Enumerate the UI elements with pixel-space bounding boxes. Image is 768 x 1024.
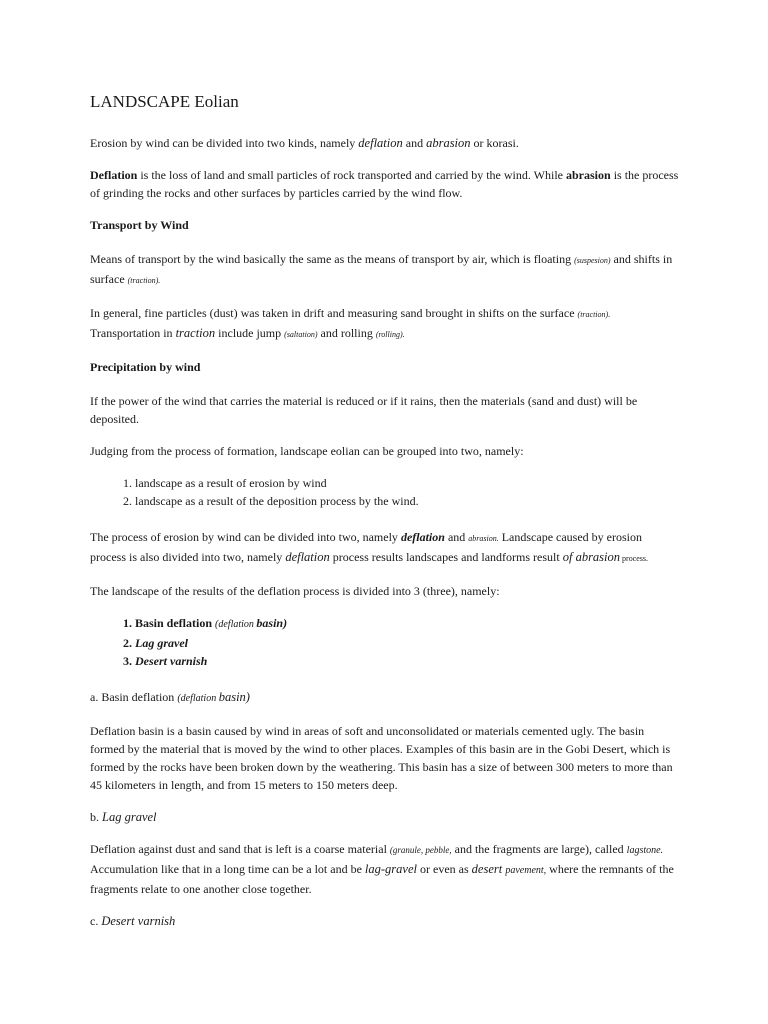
paragraph-transport-means: Means of transport by the wind basically the same as the means of transport by air, which is floating (suspesion) and shifts in surface (traction). (90, 252, 673, 286)
paragraph-deflation-results: The landscape of the results of the deflation process is divided into 3 (three), namely: (90, 584, 500, 598)
heading-transport-by-wind: Transport by Wind (90, 218, 189, 232)
list-deflation-landforms (90, 614, 680, 670)
paragraph-deflation-definition: Deflation is the loss of land and small particles of rock transported and carried by the wind. While abrasion is the process of grinding the rocks and other surfaces by particles carried by the wind flow. (90, 168, 679, 200)
list-item: 2. Lag gravel (135, 634, 680, 652)
paragraph-lag-gravel: Deflation against dust and sand that is left is a coarse material (granule, pebble, and the fragments are large), called lagstone. Accumulation like that in a long time can be a lot and be lag-gravel or even as desert pavement, where the remnants of the fragments relate to one another close together. (90, 842, 674, 896)
list-item: 1. Basin deflation (deflation basin) (135, 614, 680, 634)
page-title: LANDSCAPE Eolian (90, 92, 239, 111)
list-landscape-types (90, 474, 680, 510)
paragraph-deflation-basin: Deflation basin is a basin caused by wind in areas of soft and unconsolidated or materials cemented ugly. The basin formed by the material that is moved by the wind to other places. Examples of this basin are in the Gobi Desert, which is formed by the rocks have been broken down by the weathering. This basin has a size of between 300 meters to more than 45 kilometers in length, and from 15 meters to 150 meters deep. (90, 724, 673, 792)
section-b-heading: b. Lag gravel (90, 810, 157, 824)
paragraph-erosion-kinds: Erosion by wind can be divided into two kinds, namely deflation and abrasion or korasi. (90, 136, 519, 150)
paragraph-erosion-process: The process of erosion by wind can be divided into two, namely deflation and abrasion. Landscape caused by erosion process is also divided into two, namely deflation process results landscapes and landforms result of abrasion process. (90, 530, 649, 564)
paragraph-deposition: If the power of the wind that carries the material is reduced or if it rains, then the materials (sand and dust) will be deposited. (90, 394, 638, 426)
section-a-heading: a. Basin deflation (deflation basin) (90, 690, 250, 704)
list-item: 2. landscape as a result of the deposition process by the wind. (135, 492, 680, 510)
list-item: 1. landscape as a result of erosion by wind (135, 474, 680, 492)
paragraph-formation-groups: Judging from the process of formation, landscape eolian can be grouped into two, namely: (90, 444, 524, 458)
heading-precipitation-by-wind: Precipitation by wind (90, 360, 201, 374)
paragraph-fine-particles: In general, fine particles (dust) was taken in drift and measuring sand brought in shifts on the surface (traction). Transportation in traction include jump (saltation) and rolling (rolling). (90, 306, 611, 340)
list-item: 3. Desert varnish (135, 652, 680, 670)
document-content (90, 92, 680, 944)
section-c-heading: c. Desert varnish (90, 914, 176, 928)
